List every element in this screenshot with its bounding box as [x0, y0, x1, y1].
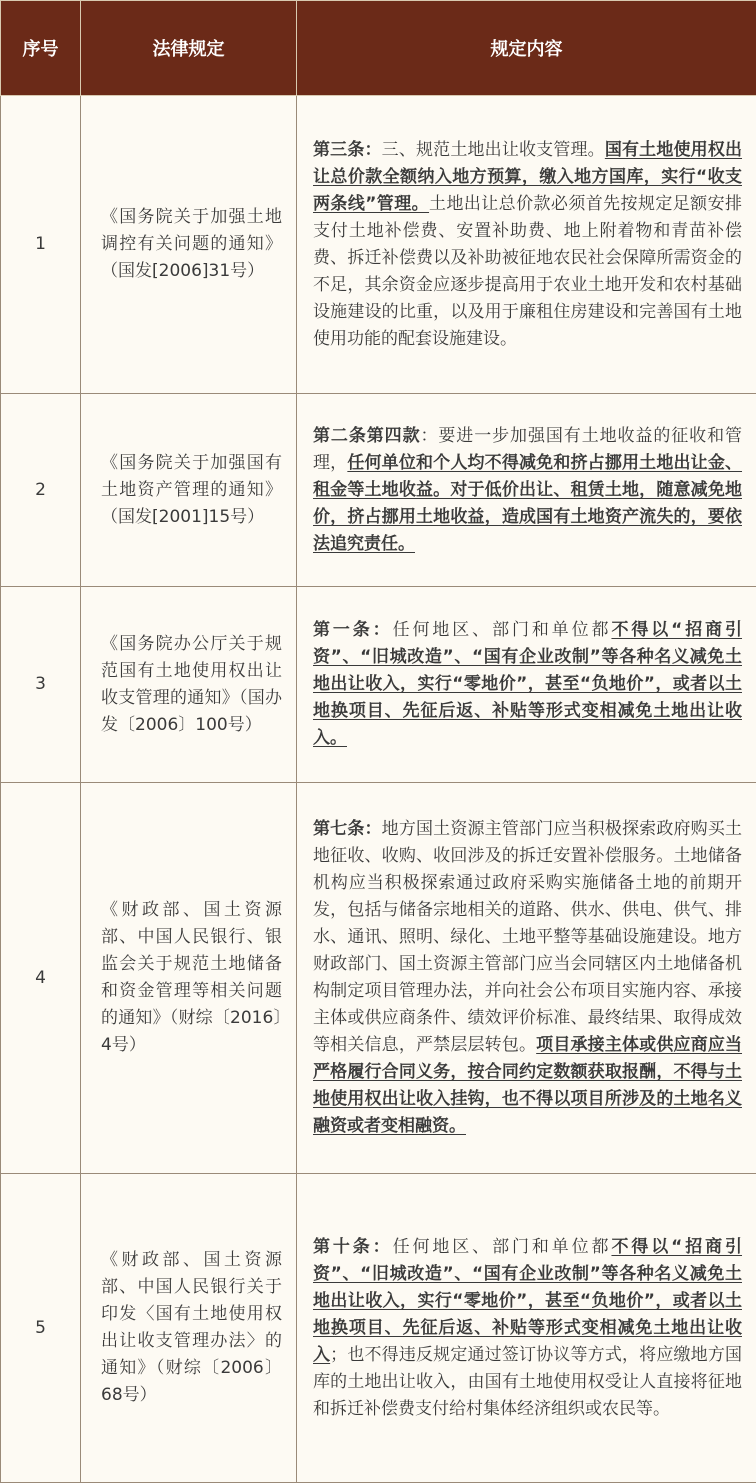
article-label: 第三条： — [313, 140, 382, 160]
law-name: 《国务院办公厅关于规范国有土地使用权出让收支管理的通知》（国办发〔2006〕100号） — [81, 587, 297, 783]
regulation-content — [297, 394, 756, 587]
table-row — [1, 96, 756, 394]
regulation-content — [297, 1174, 756, 1483]
emphasized-text: 不得以“招商引资”、“旧城改造”、“国有企业改制”等各种名义减免土地出让收入，实行“零地价”，甚至“负地价”，或者以土地换项目、先征后返、补贴等形式变相减免土地出让收入 — [313, 1237, 742, 1365]
content-text: 任何地区、部门和单位都 — [393, 1237, 612, 1257]
emphasized-text: 不得以“招商引资”、“旧城改造”、“国有企业改制”等各种名义减免土地出让收入，实行“零地价”，甚至“负地价”，或者以土地换项目、先征后返、补贴等形式变相减免土地出让收入。 — [313, 620, 742, 748]
emphasized-text: 任何单位和个人均不得减免和挤占挪用土地出让金、租金等土地收益。对于低价出让、租赁土地，随意减免地价，挤占挪用土地收益，造成国有土地资产流失的，要依法追究责任。 — [313, 453, 742, 554]
regulation-content — [297, 587, 756, 783]
row-number: 5 — [1, 1174, 81, 1483]
emphasized-text: 项目承接主体或供应商应当严格履行合同义务，按合同约定数额获取报酬，不得与土地使用权出让收入挂钩，也不得以项目所涉及的土地名义融资或者变相融资。 — [313, 1035, 742, 1136]
header-content: 规定内容 — [297, 1, 756, 96]
content-text-tail: 土地出让总价款必须首先按规定足额安排支付土地补偿费、安置补助费、地上附着物和青苗补偿费、拆迁补偿费以及补助被征地农民社会保障所需资金的不足，其余资金应逐步提高用于农业土地开发和农村基础设施建设的比重，以及用于廉租住房建设和完善国有土地使用功能的配套设施建设。 — [313, 194, 742, 349]
content-text: ：要进一步加强国有土地收益的征收和管理， — [313, 426, 742, 473]
content-text: 任何地区、部门和单位都 — [393, 620, 612, 640]
article-label: 第二条第四款 — [313, 426, 420, 446]
table-row — [1, 587, 756, 783]
law-name: 《财政部、国土资源部、中国人民银行、银监会关于规范土地储备和资金管理等相关问题的通知》（财综〔2016〕4号） — [81, 783, 297, 1174]
article-label: 第七条： — [313, 819, 382, 839]
content-text: 地方国土资源主管部门应当积极探索政府购买土地征收、收购、收回涉及的拆迁安置补偿服务。土地储备机构应当积极探索通过政府采购实施储备土地的前期开发，包括与储备宗地相关的道路、供水、供电、供气、排水、通讯、照明、绿化、土地平整等基础设施建设。地方财政部门、国土资源主管部门应当会同辖区内土地储备机构制定项目管理办法，并向社会公布项目实施内容、承接主体或供应商条件、绩效评价标准、最终结果、取得成效等相关信息，严禁层层转包。 — [313, 819, 742, 1055]
regulation-content — [297, 96, 756, 394]
article-label: 第一条： — [313, 620, 393, 640]
row-number: 1 — [1, 96, 81, 394]
law-name: 《财政部、国土资源部、中国人民银行关于印发〈国有土地使用权出让收支管理办法〉的通知》（财综〔2006〕68号） — [81, 1174, 297, 1483]
emphasized-text: 国有土地使用权出让总价款全额纳入地方预算，缴入地方国库，实行“收支两条线”管理。 — [313, 140, 742, 214]
law-name: 《国务院关于加强国有土地资产管理的通知》（国发[2001]15号） — [81, 394, 297, 587]
table-row — [1, 394, 756, 587]
row-number: 4 — [1, 783, 81, 1174]
article-label: 第十条： — [313, 1237, 393, 1257]
table-row — [1, 783, 756, 1174]
law-name: 《国务院关于加强土地调控有关问题的通知》（国发[2006]31号） — [81, 96, 297, 394]
content-text-tail: ；也不得违反规定通过签订协议等方式，将应缴地方国库的土地出让收入，由国有土地使用权受让人直接将征地和拆迁补偿费支付给村集体经济组织或农民等。 — [313, 1345, 742, 1419]
regulation-content — [297, 783, 756, 1174]
table-row — [1, 1174, 756, 1483]
header-law: 法律规定 — [81, 1, 297, 96]
row-number: 2 — [1, 394, 81, 587]
header-no: 序号 — [1, 1, 81, 96]
content-text: 三、规范土地出让收支管理。 — [382, 140, 605, 160]
row-number: 3 — [1, 587, 81, 783]
header-row — [1, 1, 756, 96]
